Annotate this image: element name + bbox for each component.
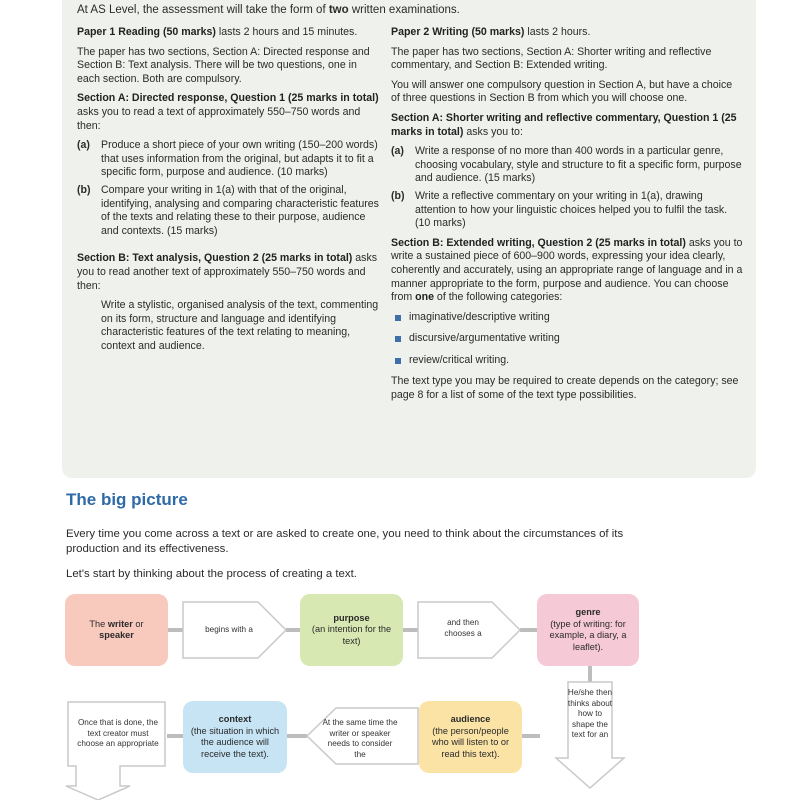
chooses-label: and then chooses a [444,618,482,638]
paper2-sectionB-title: Section B: Extended writing, Question 2 (25 marks in total) [391,236,686,249]
intro-text: At AS Level, the assessment will take the form of [77,4,329,16]
question-label: (b) [77,183,91,196]
question-label: (a) [77,139,90,152]
category-list [391,311,743,368]
paper1-duration: lasts 2 hours and 15 minutes. [215,26,358,38]
process-diagram [0,590,800,800]
thinks-label: He/she then thinks about how to shape the text for an [567,688,613,739]
question-text: Compare your writing in 1(a) with that of the original, identifying, analysing and comparing characteristic features of the texts and relating these to their purpose, audience and contexts. (15 marks) [101,183,379,237]
purpose-node [300,594,403,666]
writer-text: The [89,618,108,629]
assessment-intro [77,4,460,16]
paper1-question-list [77,139,381,238]
question-label: (a) [391,145,404,158]
paper2-description: The paper has two sections, Section A: Shorter writing and reflective commentary, and Section B: Extended writing. [391,45,712,72]
big-picture-paragraph-2: Let's start by thinking about the process of creating a text. [66,568,357,580]
audience-node [419,701,522,773]
intro-bold: two [328,4,349,16]
paper2-title: Paper 2 Writing (50 marks) [391,26,525,38]
context-subtitle: (the situation in which the audience will receive the text). [190,725,280,759]
genre-subtitle: (type of writing: for example, a diary, a leaflet). [549,618,627,652]
purpose-subtitle: (an intention for the text) [311,624,392,646]
question-text: Write a reflective commentary on your writing in 1(a), drawing attention to how your linguistic choices helped you to fulfil the task. (10 marks) [415,189,728,230]
paper2-closing: The text type you may be required to create depends on the category; see page 8 for a list of some of the text type possibilities. [391,375,739,402]
intro-text-end: written examinations. [348,4,460,16]
writer-bold: writer [107,618,133,629]
paper2-sectionA-text: asks you to: [463,125,523,138]
paper1-title: Paper 1 Reading (50 marks) [77,26,216,38]
category-item: imaginative/descriptive writing [391,311,743,325]
once-done-label: Once that is done, the text creator must choose an appropriate [77,718,159,748]
audience-subtitle: (the person/people who will listen to or read this text). [431,725,510,759]
paper2-question-a [391,145,743,186]
paper1-question-a [77,139,381,180]
question-text: Produce a short piece of your own writing (150–200 words) that uses information from the original, but adapts it to fit a specific form, purpose and audience. (10 marks) [101,139,378,179]
paper2-description-2: You will answer one compulsory question in Section A, but have a choice of three questions in Section B from which you will choose one. [391,78,733,105]
down-left-arrow-shape [66,702,165,800]
genre-title: genre [575,607,601,617]
paper2-heading [391,26,743,40]
audience-title: audience [450,714,491,724]
category-item: review/critical writing. [391,354,743,368]
paper1-sectionB-title: Section B: Text analysis, Question 2 (25 marks in total) [77,252,353,265]
same-time-label: At the same time the writer or speaker needs to consider the [322,718,398,759]
purpose-title: purpose [333,612,370,623]
paper2-column [391,26,743,409]
context-node [183,701,287,773]
genre-node [537,594,639,666]
paper2-sectionB-bold: one [415,291,434,304]
paper2-sectionA-title: Section A: Shorter writing and reflective commentary, Question 1 (25 marks in total) [391,111,737,138]
big-picture-paragraph: Every time you come across a text or are asked to create one, you need to think about the circumstances of its production and its effectiveness. [66,528,624,555]
paper2-question-list [391,145,743,231]
question-label: (b) [391,189,405,202]
paper2-sectionB [391,237,743,305]
writer-text-mid: or [132,618,144,629]
section-heading: The big picture [66,490,188,509]
paper1-heading [77,26,381,40]
paper1-sectionA [77,92,381,133]
paper1-sectionB-text: asks you to read another text of approximately 550–750 words and then: [77,252,378,292]
paper1-sectionA-text: asks you to read a text of approximately 550–750 words and then: [77,105,361,132]
paper2-sectionB-text: asks you to write a sustained piece of 600–900 words, expressing your idea clearly, coherently and accurately, using an appropriate range of language and in a manner appropriate to the form, purpose and audience. You can choose from [391,236,743,304]
writer-node [65,594,168,666]
paper1-question-b [77,184,381,238]
paper1-sectionA-title: Section A: Directed response, Question 1 (25 marks in total) [77,92,379,105]
category-item: discursive/argumentative writing [391,332,743,346]
paper2-duration: lasts 2 hours. [524,26,591,38]
paper1-sectionB [77,252,381,293]
paper1-sectionB-task: Write a stylistic, organised analysis of the text, commenting on its form, structure and language and identifying characteristic features of the text relating to meaning, context and audience. [101,299,379,352]
paper1-description: The paper has two sections, Section A: Directed response and Section B: Text analysis. There will be two questions, one in each section. Both are compulsory. [77,45,370,85]
speaker-bold: speaker [99,630,134,640]
context-title: context [218,714,252,724]
paper2-sectionB-text-end: of the following categories: [433,291,563,304]
paper2-sectionA [391,112,743,139]
paper2-question-b [391,190,743,231]
question-text: Write a response of no more than 400 words in a particular genre, choosing vocabulary, style and structure to fit a specific form, purpose and audience. (15 marks) [415,145,742,185]
paper1-column [77,26,381,359]
begins-label: begins with a [205,625,253,634]
